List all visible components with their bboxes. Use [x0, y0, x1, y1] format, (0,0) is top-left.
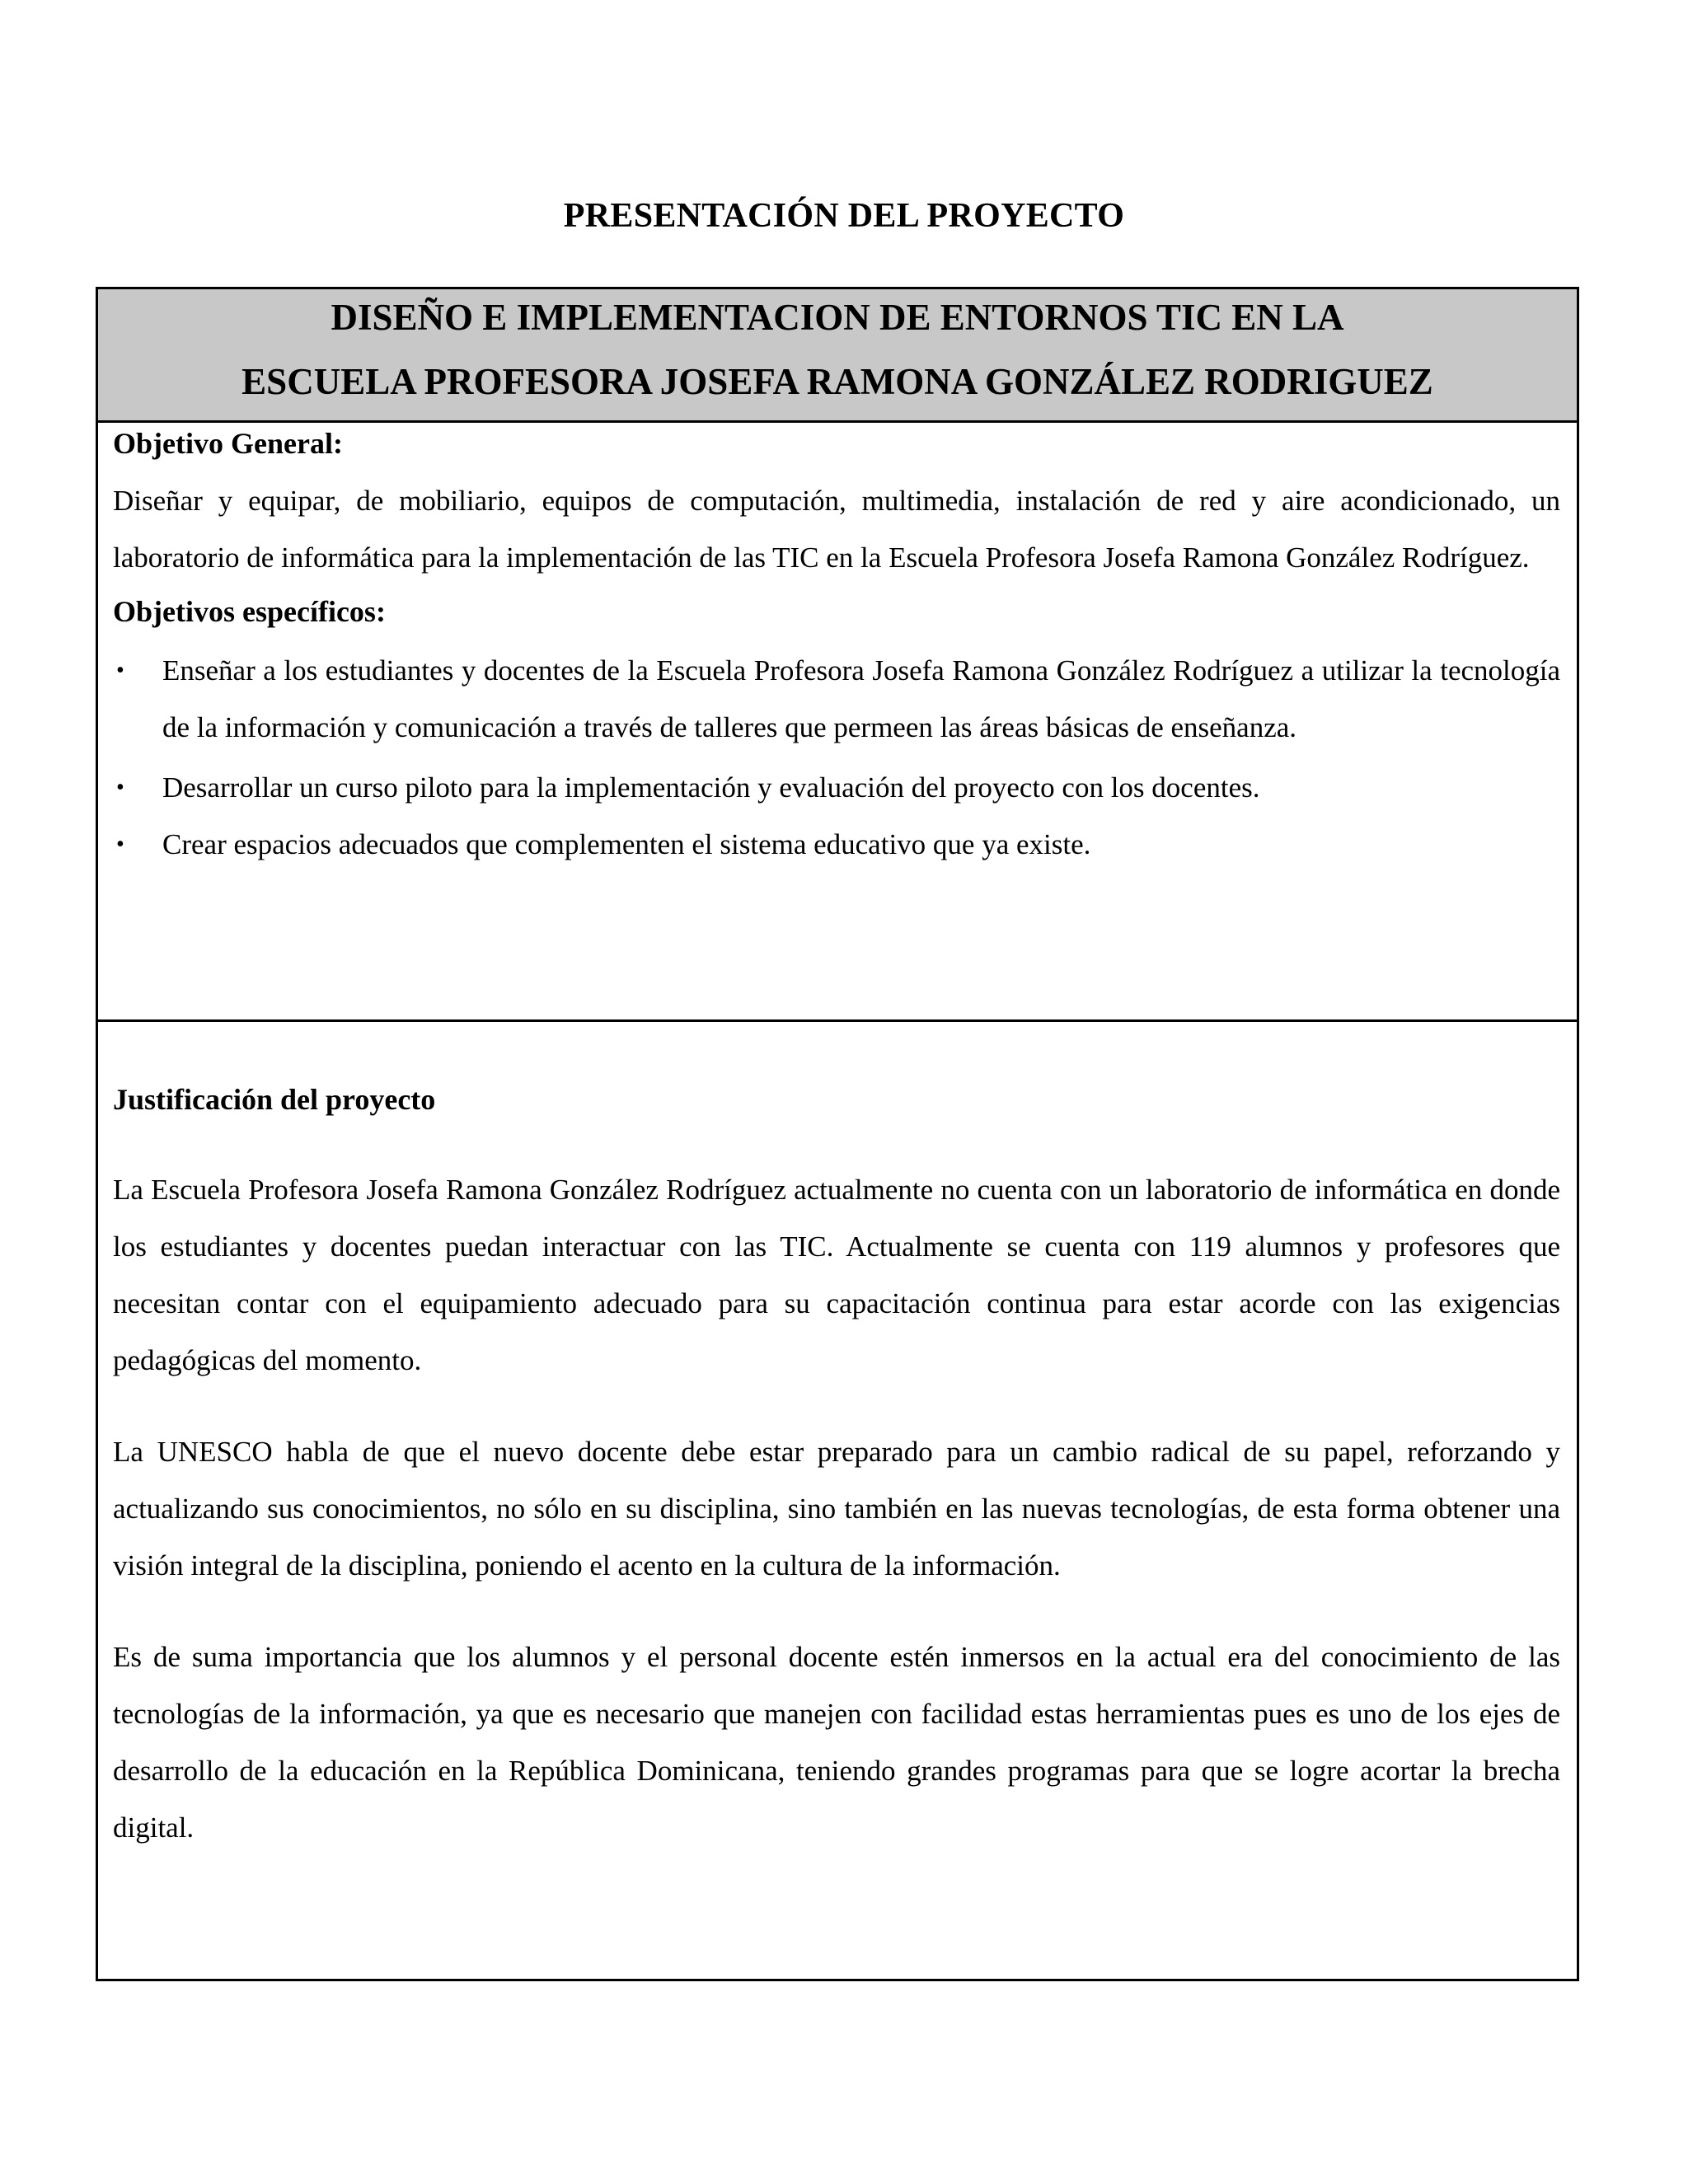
- project-title-line-1: DISEÑO E IMPLEMENTACION DE ENTORNOS TIC EN LA: [331, 297, 1344, 338]
- page-title: PRESENTACIÓN DEL PROYECTO: [563, 197, 1125, 235]
- bullet-icon: •: [116, 832, 124, 857]
- bullet-icon: •: [116, 775, 124, 800]
- specific-objective-text: Desarrollar un curso piloto para la implementación y evaluación del proyecto con los docentes.: [162, 771, 1260, 804]
- justification-cell: [113, 1080, 1560, 1856]
- specific-objectives-label: Objetivos específicos:: [113, 595, 386, 628]
- general-objective-text: Diseñar y equipar, de mobiliario, equipos de computación, multimedia, instalación de red y aire acondicionado, un laboratorio de informática para la implementación de las TIC en la Escuela Profesora Josefa Ramona González Rodríguez.: [113, 485, 1560, 574]
- section-divider: [98, 1019, 1577, 1022]
- list-item: [113, 759, 1560, 816]
- objectives-cell: [113, 424, 1560, 873]
- project-title-band: [98, 289, 1577, 423]
- specific-objectives-list: [113, 642, 1560, 873]
- justification-paragraph: La Escuela Profesora Josefa Ramona González Rodríguez actualmente no cuenta con un laboratorio de informática en donde los estudiantes y docentes puedan interactuar con las TIC. Actualmente se cuenta con 119 alumnos y profesores que necesitan contar con el equipamiento adecuado para su capacitación continua para estar acorde con las exigencias pedagógicas del momento.: [113, 1174, 1560, 1376]
- project-table: [96, 287, 1579, 1981]
- general-objective-label: Objetivo General:: [113, 427, 343, 460]
- specific-objective-text: Enseñar a los estudiantes y docentes de la Escuela Profesora Josefa Ramona González Rodríguez a utilizar la tecnología de la información y comunicación a través de talleres que permeen las áreas básicas de enseñanza.: [162, 654, 1560, 743]
- project-title-line-2: ESCUELA PROFESORA JOSEFA RAMONA GONZÁLEZ RODRIGUEZ: [241, 361, 1433, 402]
- justification-paragraph: Es de suma importancia que los alumnos y el personal docente estén inmersos en la actual era del conocimiento de las tecnologías de la información, ya que es necesario que manejen con facilidad estas herramientas pues es uno de los ejes de desarrollo de la educación en la República Dominicana, teniendo grandes programas para que se logre acortar la brecha digital.: [113, 1641, 1560, 1844]
- specific-objective-text: Crear espacios adecuados que complementen el sistema educativo que ya existe.: [162, 828, 1091, 860]
- list-item: [113, 816, 1560, 873]
- justification-paragraph: La UNESCO habla de que el nuevo docente debe estar preparado para un cambio radical de su papel, reforzando y actualizando sus conocimientos, no sólo en su disciplina, sino también en las nuevas tecnologías, de esta forma obtener una visión integral de la disciplina, poniendo el acento en la cultura de la información.: [113, 1436, 1560, 1582]
- bullet-icon: •: [116, 658, 124, 683]
- justification-label: Justificación del proyecto: [113, 1083, 436, 1116]
- list-item: [113, 642, 1560, 756]
